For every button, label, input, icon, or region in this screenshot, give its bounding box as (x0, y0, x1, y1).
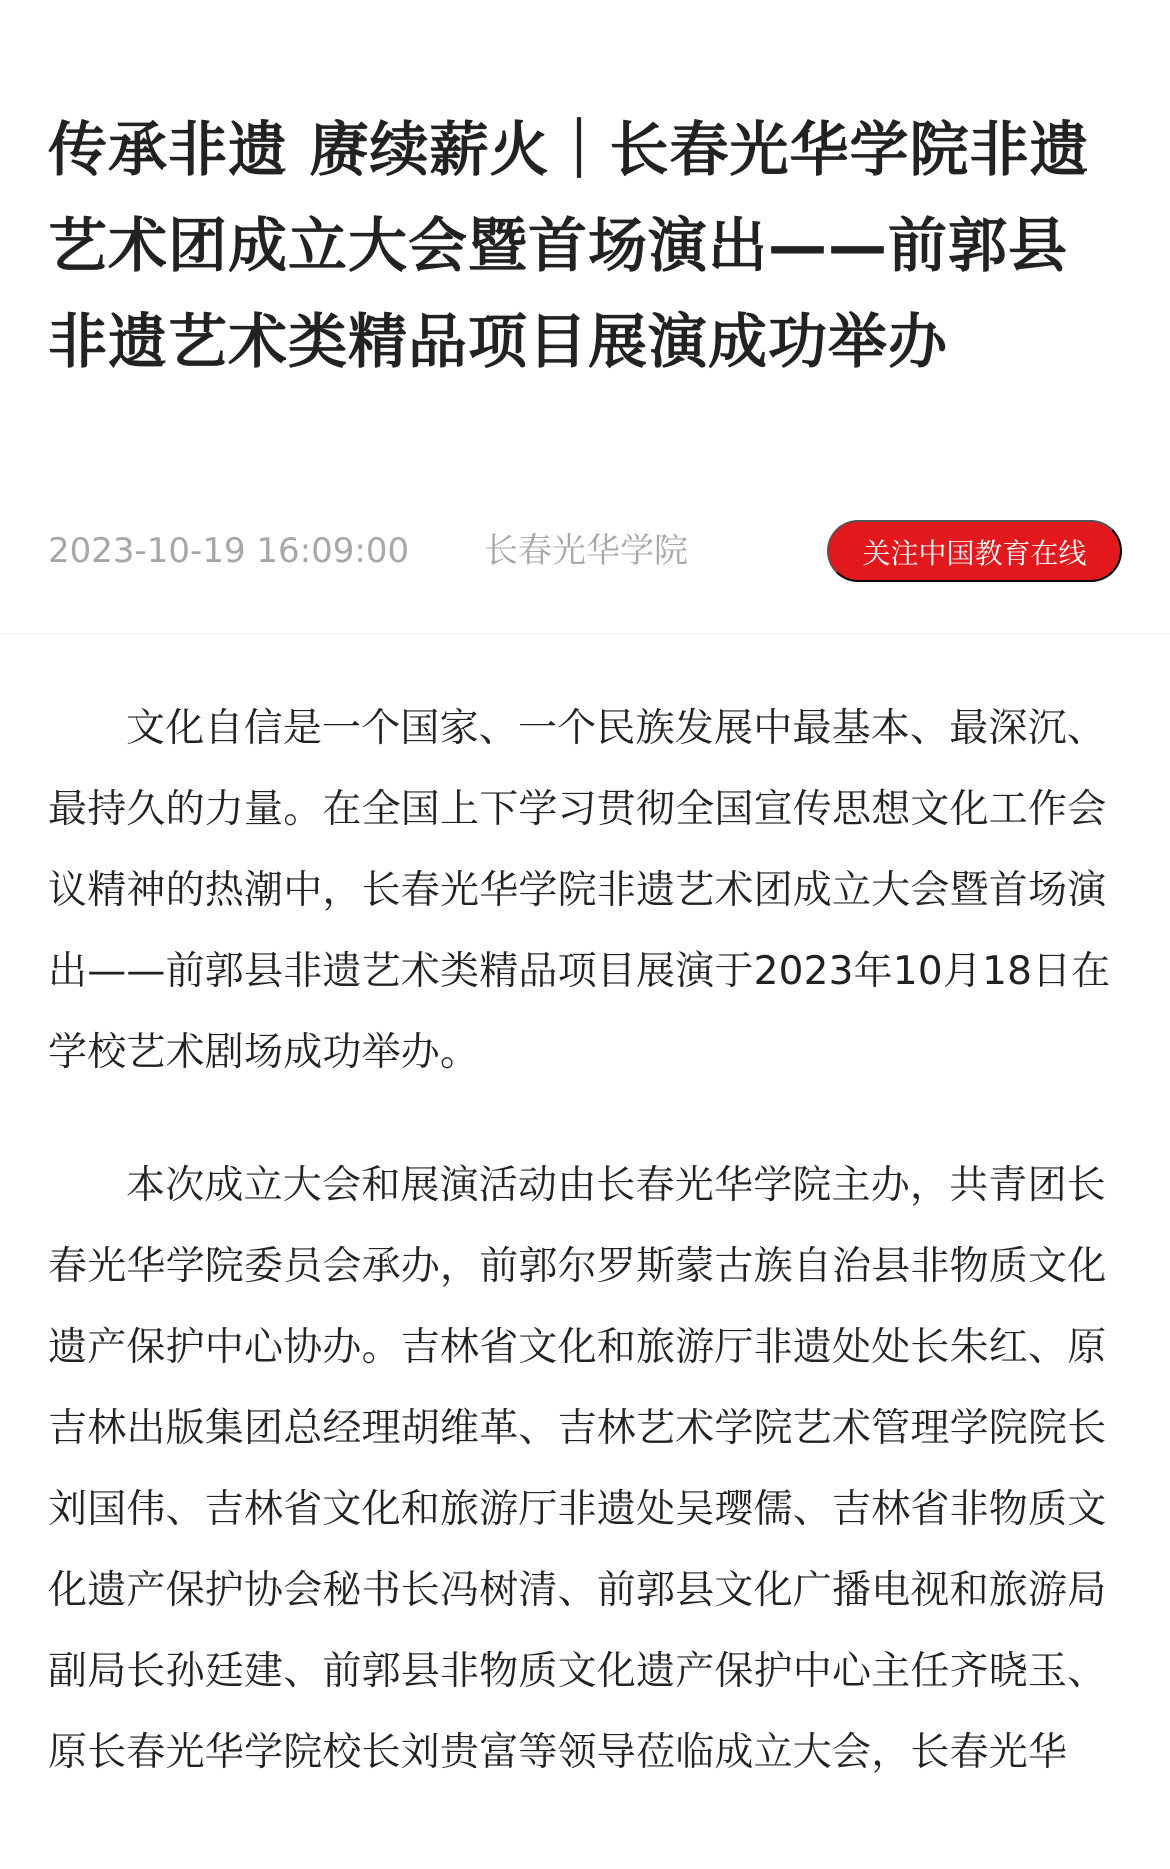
article-paragraph: 文化自信是一个国家、一个民族发展中最基本、最深沉、最持久的力量。在全国上下学习贯彻全国宣传思想文化工作会议精神的热潮中，长春光华学院非遗艺术团成立大会暨首场演出——前郭县非遗艺术类精品项目展演于2023年10月18日在学校艺术剧场成功举办。 (48, 706, 1111, 1075)
follow-button[interactable]: 关注中国教育在线 (827, 520, 1122, 582)
publish-date: 2023-10-19 16:09:00 (48, 531, 410, 571)
article-meta (48, 520, 1122, 582)
meta-divider (0, 633, 1170, 634)
article-source: 长春光华学院 (484, 531, 688, 571)
article-body (48, 688, 1120, 1793)
article-title: 传承非遗 赓续薪火｜长春光华学院非遗艺术团成立大会暨首场演出——前郭县非遗艺术类精品项目展演成功举办 (48, 114, 1090, 376)
article-paragraph: 本次成立大会和展演活动由长春光华学院主办，共青团长春光华学院委员会承办，前郭尔罗斯蒙古族自治县非物质文化遗产保护中心协办。吉林省文化和旅游厅非遗处处长朱红、原吉林出版集团总经理胡维革、吉林艺术学院艺术管理学院院长刘国伟、吉林省文化和旅游厅非遗处吴璎儒、吉林省非物质文化遗产保护协会秘书长冯树清、前郭县文化广播电视和旅游局副局长孙廷建、前郭县非物质文化遗产保护中心主任齐晓玉、原长春光华学院校长刘贵富等领导莅临成立大会，长春光华 (48, 1163, 1107, 1775)
